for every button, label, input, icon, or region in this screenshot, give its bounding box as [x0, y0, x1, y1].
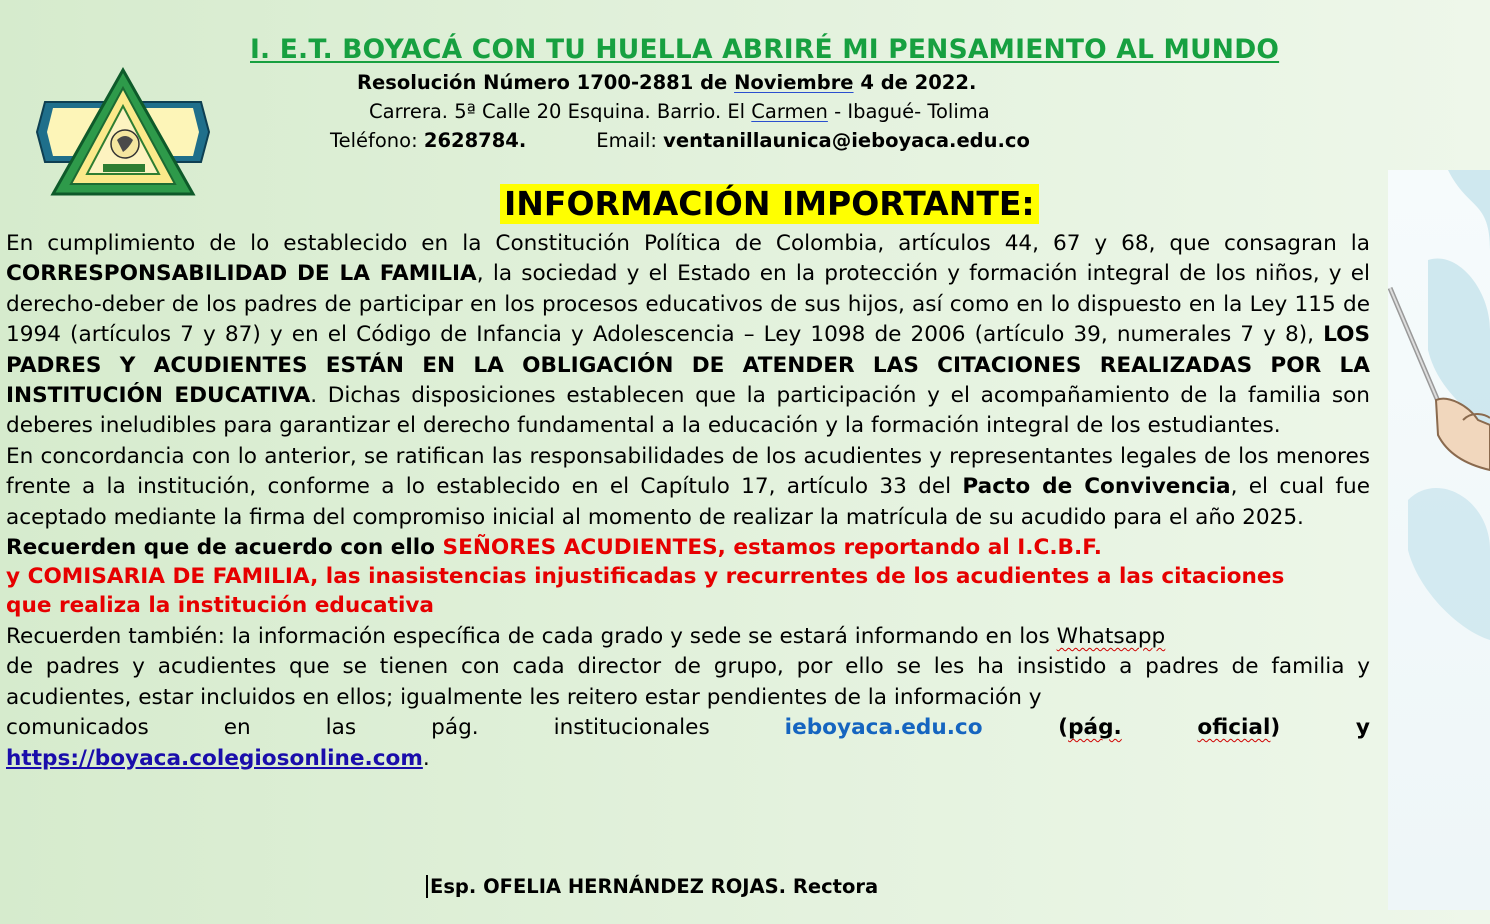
important-heading: INFORMACIÓN IMPORTANTE: [500, 184, 1039, 224]
paragraph-responsibilities [6, 442, 1370, 533]
school-logo [33, 66, 213, 198]
p3-red-line-3: que realiza la institución educativa [6, 593, 435, 619]
p4-oficial: oficial [1197, 715, 1271, 741]
p4-text-c: comunicados en las pág. institucionales [6, 715, 785, 741]
p2-text-a: En concordancia con lo anterior, se ratifican las responsabilidades de los acudientes y representantes legales de los menores frente a la institución, conforme a lo establecido en el Capítulo 17, artículo 33 del [6, 443, 1370, 500]
p1-bold-responsibility: CORRESPONSABILIDAD DE LA FAMILIA [6, 261, 477, 287]
paragraph-whatsapp-line-2: de padres y acudientes que se tienen con cada director de grupo, por ello se les ha insistido a padres de familia y acudientes, estar incluidos en ellos; igualmente les reitero estar pendientes de la información y [6, 654, 1370, 710]
resolution-month: Noviembre [734, 71, 854, 94]
address-line [369, 100, 990, 123]
p1-text-e: . Dichas disposiciones establecen que la participación y el acompañamiento de la familia son deberes ineludibles para garantizar el derecho fundamental a la educación y la formación integral de los estudiantes. [6, 383, 1370, 439]
paragraph-link-line [6, 744, 1370, 774]
p3-intro: Recuerden que de acuerdo con ello [6, 535, 443, 561]
p3-red-line-1: SEÑORES ACUDIENTES, estamos reportando al I.C.B.F. [442, 535, 1102, 561]
signature: Esp. OFELIA HERNÁNDEZ ROJAS. Rectora [426, 875, 878, 898]
p1-text-c: , la sociedad y el Estado en la protección y formación integral de los niños, y el derecho-deber de los padres de participar en los procesos educativos de sus hijos, así como en lo dispuesto en la Ley 115 de 1994 (artículos 7 y 87) y en el Código de Infancia y Adolescencia – Ley 1098 de 2006 (artículo 39, numerales 7 y 8), [6, 261, 1371, 348]
p4-space [1122, 715, 1198, 740]
p1-text-a: En cumplimiento de lo establecido en la Constitución Política de Colombia, artículos 44, 67 y 68, que consagran la [6, 231, 1370, 256]
p2-text-c: , el cual fue aceptado mediante la firma del compromiso inicial al momento de realizar la matrícula de su acudido para el año 2025. [6, 474, 1370, 530]
site-ieboyaca[interactable]: ieboyaca.edu.co [784, 715, 983, 741]
p3-red-line-2: y COMISARIA DE FAMILIA, las inasistencias injustificadas y recurrentes de los acudientes a las citaciones [6, 564, 1285, 590]
paragraph-warning [6, 533, 1370, 563]
school-title: I. E.T. BOYACÁ CON TU HUELLA ABRIRÉ MI PENSAMIENTO AL MUNDO [250, 34, 1280, 65]
phone-label: Teléfono: [330, 129, 424, 152]
colegiosonline-link[interactable]: https://boyaca.colegiosonline.com [6, 745, 423, 771]
resolution-prefix: Resolución Número 1700-2881 de [357, 71, 735, 94]
p4-text-a: Recuerden también: la información específica de cada grado y sede se estará informando en los [6, 623, 1057, 649]
email-address[interactable]: ventanillaunica@ieboyaca.edu.co [663, 129, 1030, 152]
paragraph-legal-basis [6, 229, 1370, 442]
p4-end: . [422, 745, 430, 771]
p2-bold-pacto: Pacto de Convivencia [962, 474, 1231, 500]
notice-body [6, 229, 1370, 774]
contact-line [330, 129, 1030, 152]
email-label: Email: [596, 129, 664, 152]
side-illustration [1388, 170, 1490, 910]
address-prefix: Carrera. 5ª Calle 20 Esquina. Barrio. El [369, 100, 752, 123]
p4-pag: pág. [1068, 715, 1122, 741]
paragraph-whatsapp-line-1 [6, 622, 1370, 652]
p1-bold-obligation: LOS PADRES Y ACUDIENTES ESTÁN EN LA OBLIGACIÓN DE ATENDER LAS CITACIONES REALIZADAS POR LA INSTITUCIÓN EDUCATIVA [6, 322, 1370, 409]
address-barrio: Carmen [751, 100, 828, 123]
paragraph-websites-line [6, 713, 1370, 743]
phone-number: 2628784. [423, 129, 527, 152]
resolution-suffix: 4 de 2022. [853, 71, 977, 94]
p4-paren-close: ) y [1270, 715, 1370, 741]
p4-paren-open: ( [982, 715, 1069, 741]
address-suffix: - Ibagué- Tolima [827, 100, 990, 123]
p4-whatsapp: Whatsapp [1056, 623, 1166, 649]
resolution-line [357, 71, 976, 94]
